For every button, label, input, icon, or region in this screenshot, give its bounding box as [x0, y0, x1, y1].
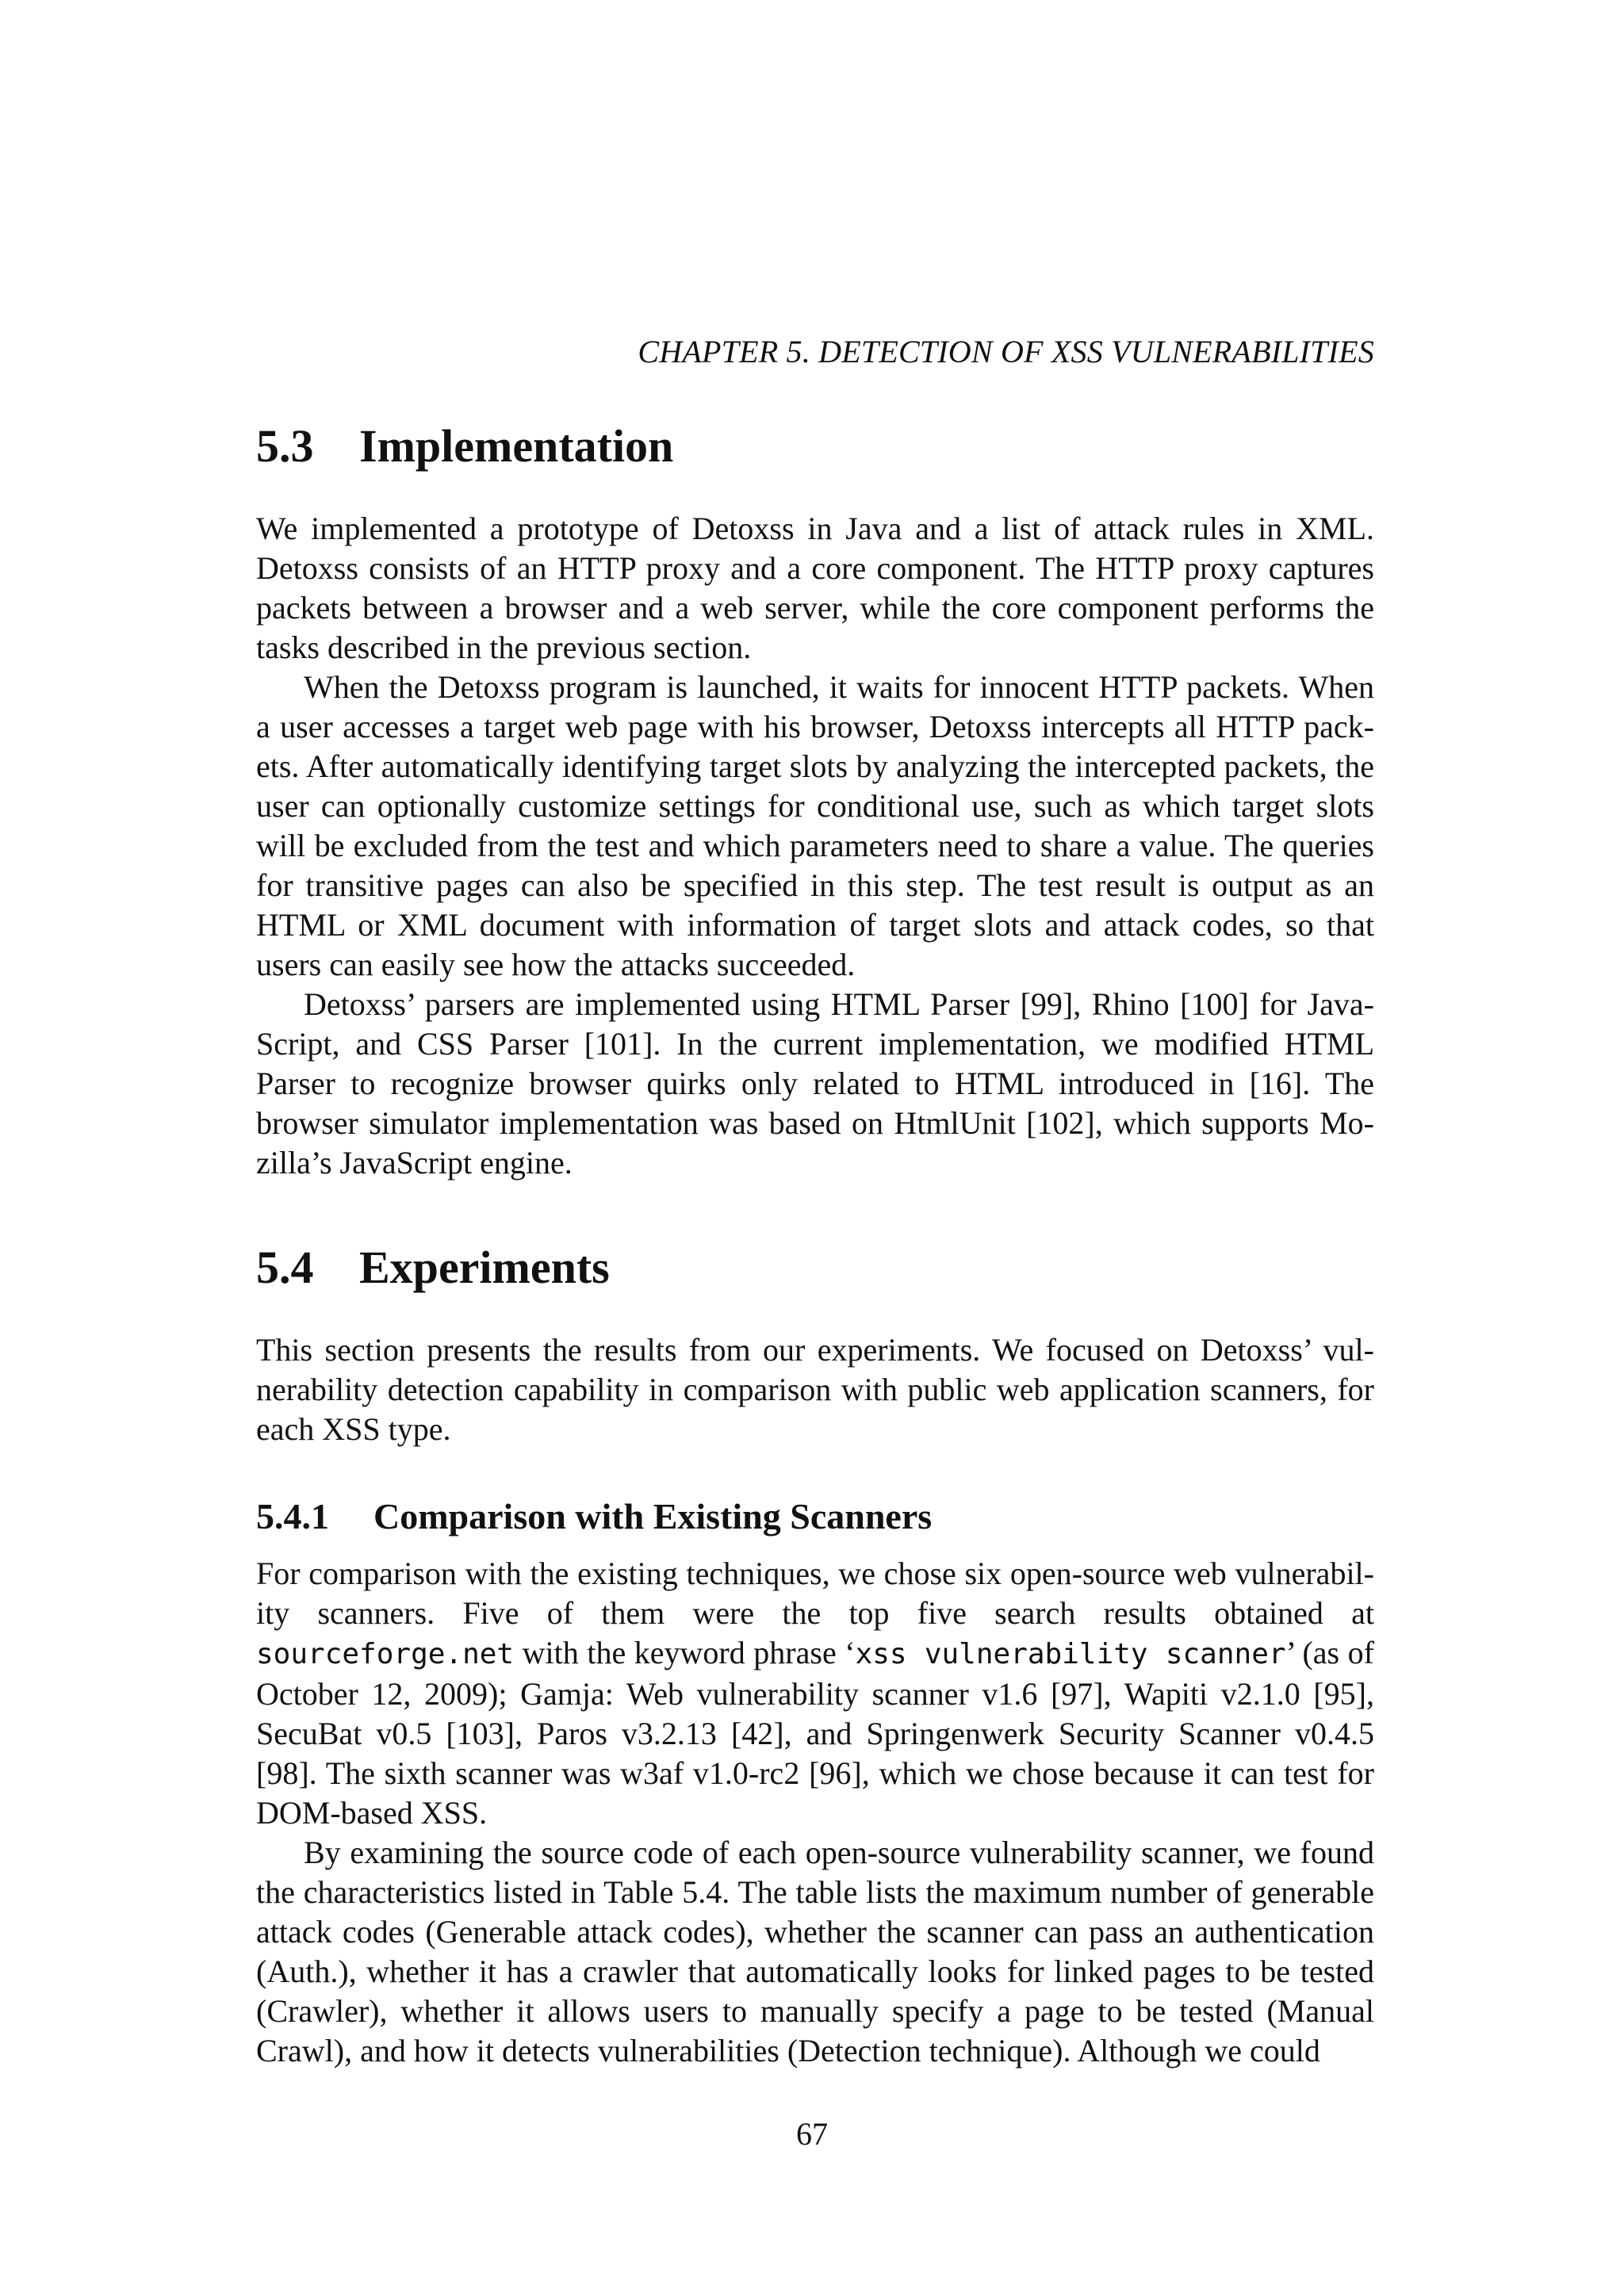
paragraph: When the Detoxss program is launched, it waits for innocent HTTP packets. When a user accesses a target web page with his browser, Detoxss intercepts all HTTP packets. After automatically identifying target slots by analyzing the intercepted packets, the user can optionally customize settings for conditional use, such as which target slots will be excluded from the test and which parameters need to share a value. The queries for transitive pages can also be specified in this step. The test result is output as an HTML or XML document with information of target slots and attack codes, so that users can easily see how the attacks succeeded. [256, 669, 1374, 982]
subsection-title: Comparison with Existing Scanners [373, 1496, 933, 1536]
section-number: 5.3 [256, 420, 314, 472]
paragraph: By examining the source code of each open-source vulnerability scanner, we found the characteristics listed in Table 5.4. The table lists the maximum number of generable attack codes (Generable attack codes), whether the scanner can pass an authentication (Auth.), whether it has a crawler that automatically looks for linked pages to be tested (Crawler), whether it allows users to manually specify a page to be tested (Manual Crawl), and how it detects vulnerabilities (Detection technique). Although we could [256, 1835, 1374, 2068]
code-text: sourceforge.net [256, 1638, 515, 1670]
page-number: 67 [796, 2116, 828, 2152]
subsection-heading-comparison [256, 1494, 1374, 1540]
text-run: For comparison with the existing techniques, we chose six open-source web vulnerability scanners. Five of them were the top five search results obtained at [256, 1556, 1374, 1631]
paragraph: We implemented a prototype of Detoxss in Java and a list of attack rules in XML. Detoxss consists of an HTTP proxy and a core component. The HTTP proxy captures packets between a browser and a web server, while the core component performs the tasks described in the previous section. [256, 511, 1374, 665]
section-heading-implementation [256, 419, 1374, 474]
section-title: Experiments [359, 1242, 610, 1293]
section-title: Implementation [359, 420, 674, 472]
page-body [256, 333, 1374, 2071]
subsection-number: 5.4.1 [256, 1496, 329, 1536]
text-run: with the keyword phrase ‘ [514, 1635, 856, 1670]
paragraph [256, 1554, 1374, 1833]
paragraph: Detoxss’ parsers are implemented using HTML Parser [99], Rhino [100] for JavaScript, and CSS Parser [101]. In the current implementation, we modified HTML Parser to recognize browser quirks only related to HTML introduced in [16]. The browser simulator implementation was based on HtmlUnit [102], which supports Mozilla’s JavaScript engine. [256, 986, 1374, 1181]
section-number: 5.4 [256, 1242, 314, 1293]
paragraph: This section presents the results from our experiments. We focused on Detoxss’ vulnerability detection capability in comparison with public web application scanners, for each XSS type. [256, 1332, 1374, 1447]
section-heading-experiments [256, 1240, 1374, 1295]
code-text: xss vulnerability scanner [855, 1638, 1286, 1670]
text-run: ’ (as of October 12, 2009); Gamja: Web vulnerability scanner v1.6 [97], Wapiti v2.1.0 [95], SecuBat v0.5 [103], Paros v3.2.13 [42], and Springenwerk Security Scanner v0.4.5 [98]. The sixth scanner was w3af v1.0-rc2 [96], which we chose because it can test for DOM-based XSS. [256, 1635, 1374, 1831]
running-head: CHAPTER 5. DETECTION OF XSS VULNERABILITIES [638, 334, 1374, 369]
